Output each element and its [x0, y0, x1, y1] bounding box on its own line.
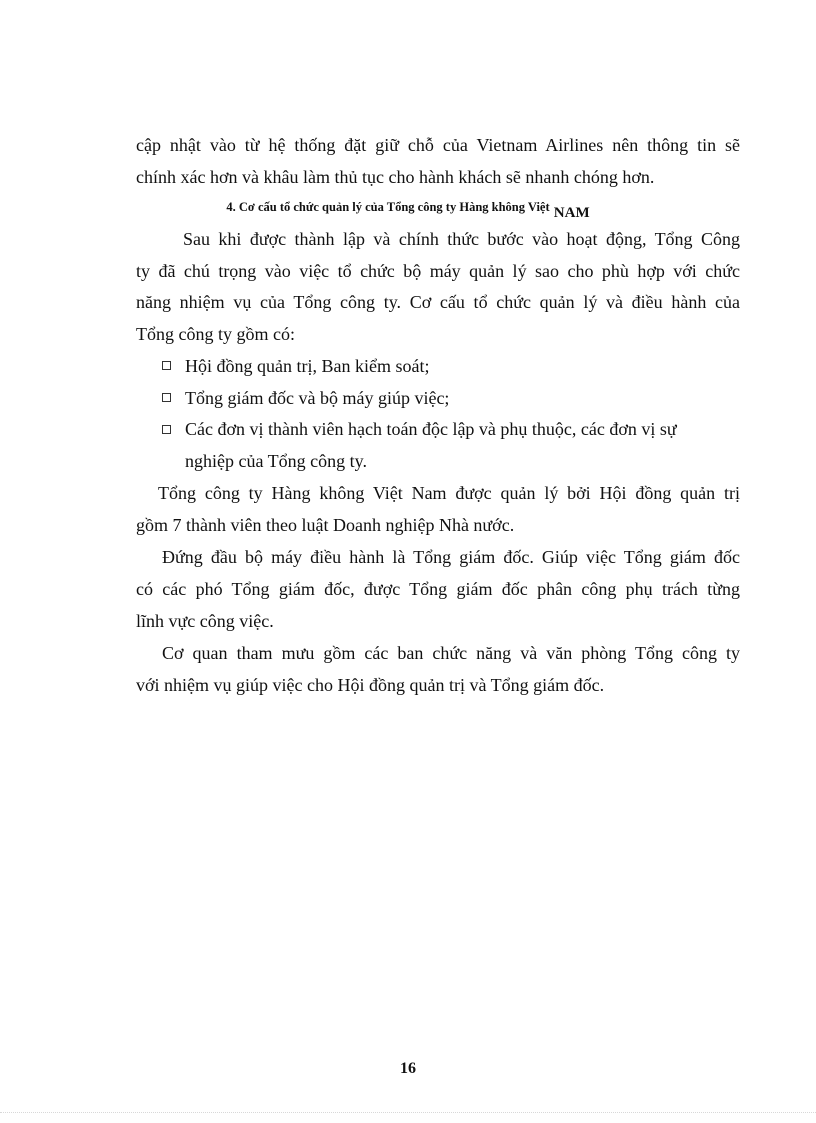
body-text-line: chính xác hơn và khâu làm thủ tục cho hành khách sẽ nhanh chóng hơn.	[136, 167, 655, 187]
list-item-continuation: nghiệp của Tổng công ty.	[185, 451, 367, 471]
section-heading	[0, 198, 816, 221]
paragraph-line: gồm 7 thành viên theo luật Doanh nghiệp Nhà nước.	[136, 515, 515, 535]
list-item: Tổng giám đốc và bộ máy giúp việc;	[185, 388, 450, 408]
square-bullet-icon	[162, 425, 171, 434]
square-bullet-icon	[162, 393, 171, 402]
paragraph-line: Sau khi được thành lập và chính thức bước vào hoạt động, Tổng Công	[183, 229, 740, 249]
paragraph-line: lĩnh vực công việc.	[136, 611, 274, 631]
section-heading-suffix: NAM	[553, 205, 590, 221]
section-heading-text: 4. Cơ cấu tổ chức quản lý của Tổng công ty Hàng không Việt	[226, 200, 550, 214]
paragraph-line: với nhiệm vụ giúp việc cho Hội đồng quản trị và Tổng giám đốc.	[136, 675, 605, 695]
page-number: 16	[400, 1060, 416, 1077]
page-bottom-divider	[0, 1112, 816, 1113]
paragraph-line: Cơ quan tham mưu gồm các ban chức năng và văn phòng Tổng công ty	[162, 643, 740, 663]
paragraph-line: ty đã chú trọng vào việc tổ chức bộ máy quản lý sao cho phù hợp với chức	[136, 261, 740, 281]
paragraph-line: Tổng công ty gồm có:	[136, 324, 295, 344]
square-bullet-icon	[162, 361, 171, 370]
paragraph-line: có các phó Tổng giám đốc, được Tổng giám đốc phân công phụ trách từng	[136, 579, 740, 599]
paragraph-line: năng nhiệm vụ của Tổng công ty. Cơ cấu tổ chức quản lý và điều hành của	[136, 292, 740, 312]
paragraph-line: Đứng đầu bộ máy điều hành là Tổng giám đốc. Giúp việc Tổng giám đốc	[162, 547, 740, 567]
paragraph-line: Tổng công ty Hàng không Việt Nam được quản lý bởi Hội đồng quản trị	[158, 483, 740, 503]
body-text-line: cập nhật vào từ hệ thống đặt giữ chỗ của Vietnam Airlines nên thông tin sẽ	[136, 135, 740, 155]
list-item: Các đơn vị thành viên hạch toán độc lập và phụ thuộc, các đơn vị sự	[185, 419, 677, 439]
list-item: Hội đồng quản trị, Ban kiểm soát;	[185, 356, 430, 376]
